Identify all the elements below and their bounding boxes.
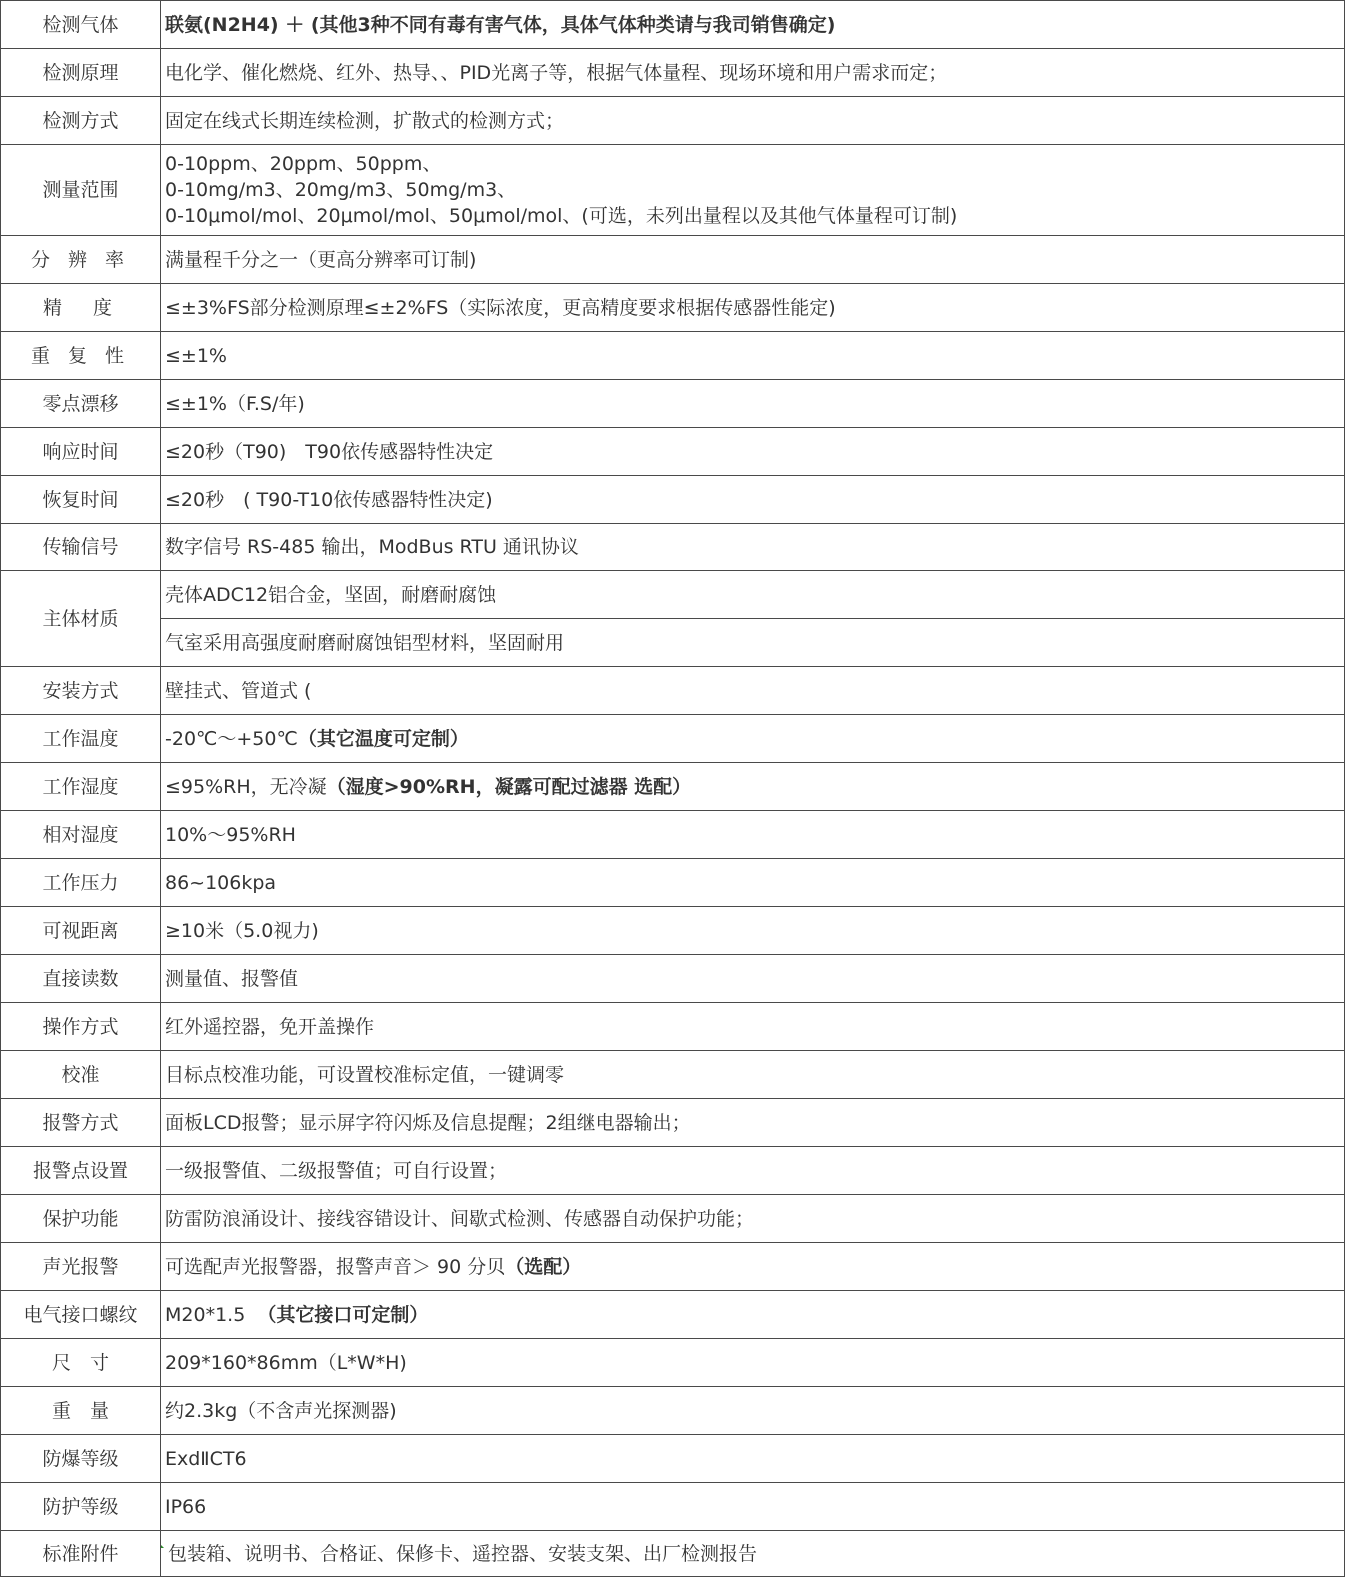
row-label: 防爆等级 [1,1435,161,1483]
table-row [1,380,1345,428]
table-row [1,524,1345,571]
table-row [1,476,1345,524]
row-label: 相对湿度 [1,811,161,859]
row-label: 传输信号 [1,524,161,571]
row-label: 测量范围 [1,145,161,236]
row-label: 工作压力 [1,859,161,907]
value-text: 可选配声光报警器，报警声音＞ 90 分贝 [165,1255,506,1278]
row-value: 防雷防浪涌设计、接线容错设计、间歇式检测、传感器自动保护功能； [161,1195,1345,1243]
row-value: 测量值、报警值 [161,955,1345,1003]
row-value: 固定在线式长期连续检测，扩散式的检测方式； [161,97,1345,145]
row-label: 检测方式 [1,97,161,145]
table-row [1,1099,1345,1147]
table-row [1,1051,1345,1099]
row-value: 联氨(N2H4) ＋ (其他3种不同有毒有害气体，具体气体种类请与我司销售确定) [161,1,1345,49]
row-value: ≤±1% [161,332,1345,380]
value-note: （选配） [505,1255,582,1278]
row-value: 气室采用高强度耐磨耐腐蚀铝型材料，坚固耐用 [161,619,1345,667]
row-label: 分 辨 率 [1,236,161,284]
range-line: 0-10μmol/mol、20μmol/mol、50μmol/mol、(可选，未列出量程以及其他气体量程可订制) [165,205,958,227]
table-row [1,619,1345,667]
row-value: 满量程千分之一（更高分辨率可订制) [161,236,1345,284]
row-value: 电化学、催化燃烧、红外、热导、、PID光离子等，根据气体量程、现场环境和用户需求而定； [161,49,1345,97]
row-value: ExdⅡCT6 [161,1435,1345,1483]
row-value: 面板LCD报警；显示屏字符闪烁及信息提醒；2组继电器输出； [161,1099,1345,1147]
value-text: 包装箱、说明书、合格证、保修卡、遥控器、安装支架、出厂检测报告 [168,1542,758,1565]
table-row [1,955,1345,1003]
row-label: 尺 寸 [1,1339,161,1387]
table-row [1,859,1345,907]
table-row [1,715,1345,763]
row-value: ≤20秒（T90) T90依传感器特性决定 [161,428,1345,476]
value-note: （其它接口可定制） [257,1303,429,1326]
row-value: 209*160*86mm（L*W*H) [161,1339,1345,1387]
row-label: 重 量 [1,1387,161,1435]
row-label: 安装方式 [1,667,161,715]
row-value: ≤±3%FS部分检测原理≤±2%FS（实际浓度，更高精度要求根据传感器性能定) [161,284,1345,332]
table-row [1,1339,1345,1387]
row-label: 零点漂移 [1,380,161,428]
row-label: 响应时间 [1,428,161,476]
table-row [1,145,1345,236]
table-row [1,1195,1345,1243]
table-row [1,1243,1345,1291]
row-label: 报警方式 [1,1099,161,1147]
row-label: 重 复 性 [1,332,161,380]
row-label: 主体材质 [1,571,161,667]
row-value: 目标点校准功能，可设置校准标定值，一键调零 [161,1051,1345,1099]
row-label: 检测气体 [1,1,161,49]
row-label: 检测原理 [1,49,161,97]
row-value: 数字信号 RS-485 输出，ModBus RTU 通讯协议 [161,524,1345,571]
table-row [1,1387,1345,1435]
table-row [1,332,1345,380]
table-row [1,97,1345,145]
value-text: ≤95%RH，无冷凝 [165,775,327,798]
row-value: IP66 [161,1483,1345,1531]
table-row [1,763,1345,811]
table-row [1,1531,1345,1577]
row-value [161,145,1345,236]
row-value [161,1531,1345,1577]
range-line: 0-10ppm、20ppm、50ppm、 [165,153,442,175]
value-text: -20℃～+50℃ [165,727,298,750]
table-row [1,811,1345,859]
row-label: 防护等级 [1,1483,161,1531]
table-row [1,667,1345,715]
range-line: 0-10mg/m3、20mg/m3、50mg/m3、 [165,179,517,201]
row-value [161,1243,1345,1291]
table-row [1,236,1345,284]
row-value [161,715,1345,763]
table-row [1,49,1345,97]
row-value [161,1291,1345,1339]
row-label: 恢复时间 [1,476,161,524]
row-value: 红外遥控器，免开盖操作 [161,1003,1345,1051]
row-value [161,763,1345,811]
table-row [1,571,1345,619]
row-value: 10%～95%RH [161,811,1345,859]
row-label: 精 度 [1,284,161,332]
corner-marker-icon [161,1545,164,1548]
row-label: 声光报警 [1,1243,161,1291]
row-label: 工作湿度 [1,763,161,811]
row-value: 约2.3kg（不含声光探测器) [161,1387,1345,1435]
row-label: 校准 [1,1051,161,1099]
row-label: 直接读数 [1,955,161,1003]
value-text: M20*1.5 [165,1303,246,1326]
table-row [1,1435,1345,1483]
row-value: 86~106kpa [161,859,1345,907]
row-value: 壳体ADC12铝合金，坚固，耐磨耐腐蚀 [161,571,1345,619]
row-label: 报警点设置 [1,1147,161,1195]
row-label: 标准附件 [1,1531,161,1577]
row-label: 保护功能 [1,1195,161,1243]
table-row [1,1,1345,49]
table-row [1,428,1345,476]
row-value: ≤±1%（F.S/年) [161,380,1345,428]
row-label: 电气接口螺纹 [1,1291,161,1339]
row-value: ≥10米（5.0视力) [161,907,1345,955]
row-value: 壁挂式、管道式 ( [161,667,1345,715]
row-label: 操作方式 [1,1003,161,1051]
table-row [1,1483,1345,1531]
row-value: ≤20秒 ( T90-T10依传感器特性决定) [161,476,1345,524]
row-value: 一级报警值、二级报警值；可自行设置； [161,1147,1345,1195]
table-row [1,1147,1345,1195]
table-row [1,284,1345,332]
row-label: 可视距离 [1,907,161,955]
table-row [1,907,1345,955]
row-label: 工作温度 [1,715,161,763]
value-note: （其它温度可定制） [297,727,469,750]
value-note: （湿度>90%RH，凝露可配过滤器 选配） [326,775,692,798]
table-row [1,1003,1345,1051]
table-row [1,1291,1345,1339]
